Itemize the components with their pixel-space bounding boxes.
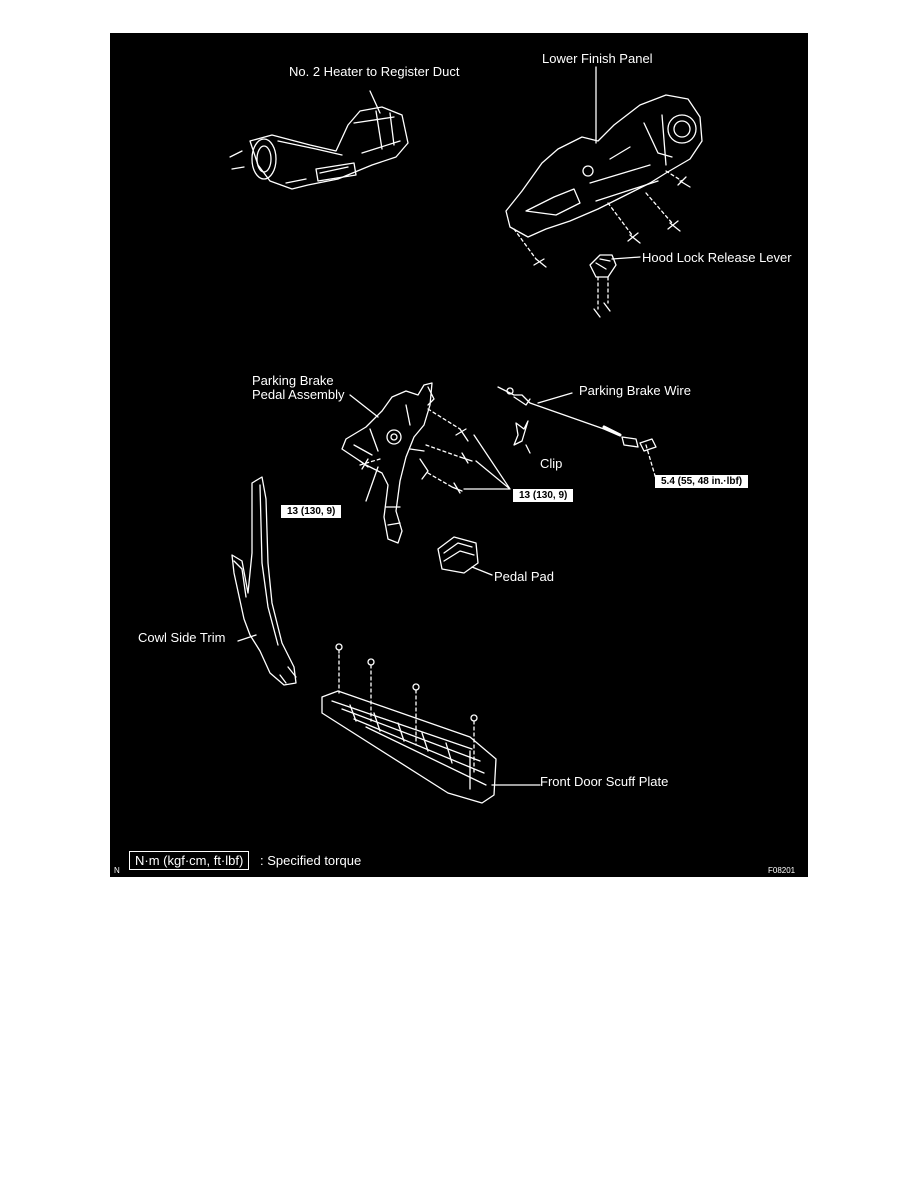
label-parking-brake-pedal-line2: Pedal Assembly [252,387,345,402]
label-lower-finish-panel: Lower Finish Panel [542,51,653,66]
label-parking-brake-pedal-line1: Parking Brake [252,373,334,388]
legend-text: : Specified torque [260,853,362,868]
diagram-drawing [110,33,808,877]
label-front-door-scuff-plate: Front Door Scuff Plate [540,774,669,789]
hood-lock-lever-drawing [590,255,616,317]
scuff-plate-drawing [322,691,496,803]
parking-brake-pedal-leader [350,395,378,417]
label-heater-duct: No. 2 Heater to Register Duct [289,64,460,79]
label-hood-lock-release-lever: Hood Lock Release Lever [642,250,792,265]
heater-duct-drawing [230,107,408,189]
parking-brake-wire-leader [538,393,572,403]
label-clip: Clip [540,456,563,471]
torque-wire-nut: 5.4 (55, 48 in.·lbf) [655,475,748,488]
corner-letter: N [114,866,120,875]
figure-code: F08201 [768,866,796,875]
torque-left-bolt: 13 (130, 9) [281,505,341,518]
label-cowl-side-trim: Cowl Side Trim [138,630,226,645]
right-bolts-torque-leaders [464,435,510,489]
parking-brake-pedal-drawing [342,383,434,543]
lower-finish-panel-drawing [506,95,702,237]
hood-lock-leader [612,257,640,259]
label-pedal-pad: Pedal Pad [494,569,554,584]
left-bolt-torque-leader [366,467,378,501]
exploded-diagram [110,33,808,877]
torque-right-bolts: 13 (130, 9) [513,489,573,502]
parking-brake-wire-drawing [498,387,656,479]
legend-unit-box: N·m (kgf·cm, ft·lbf) [129,851,249,870]
clip-drawing [514,421,530,453]
label-parking-brake-wire: Parking Brake Wire [579,383,691,398]
pedal-pad-leader [472,567,492,575]
